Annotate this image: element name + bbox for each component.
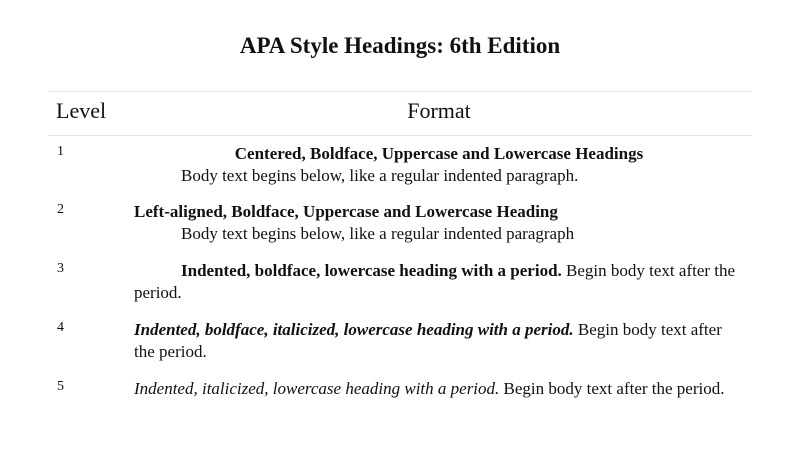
level-number: 1 [57,144,64,159]
level-4-body-example: Begin body text after the period. [134,320,722,361]
level-5-body-example: Begin body text after the period. [499,379,725,398]
level-3-heading-example: Indented, boldface, lowercase heading with a period. [181,261,562,280]
format-cell [134,201,744,245]
page-title: APA Style Headings: 6th Edition [239,33,561,58]
level-number: 5 [57,379,64,394]
level-2-body-example: Body text begins below, like a regular indented paragraph [181,224,575,243]
level-3-example [134,260,744,304]
level-5-example [134,378,744,400]
format-cell [134,319,744,363]
column-header-level: Level [56,98,107,123]
level-4-example [134,319,744,363]
format-cell [134,260,744,304]
column-header-format: Format [407,98,471,123]
table-top-divider [48,91,752,92]
level-3-body-example: Begin body text after the period. [134,261,736,302]
level-1-heading-example: Centered, Boldface, Uppercase and Lowercase Headings [234,144,644,163]
level-number: 3 [57,261,64,276]
format-cell [134,143,744,187]
level-number: 4 [57,320,64,335]
level-2-heading-example: Left-aligned, Boldface, Uppercase and Lowercase Heading [134,202,558,221]
format-cell [134,378,744,400]
level-1-body-example: Body text begins below, like a regular indented paragraph. [181,166,579,185]
level-number: 2 [57,202,64,217]
level-4-heading-example: Indented, boldface, italicized, lowercase heading with a period. [134,320,574,339]
level-5-heading-example: Indented, italicized, lowercase heading with a period. [134,379,500,398]
table-header-divider [48,135,752,136]
